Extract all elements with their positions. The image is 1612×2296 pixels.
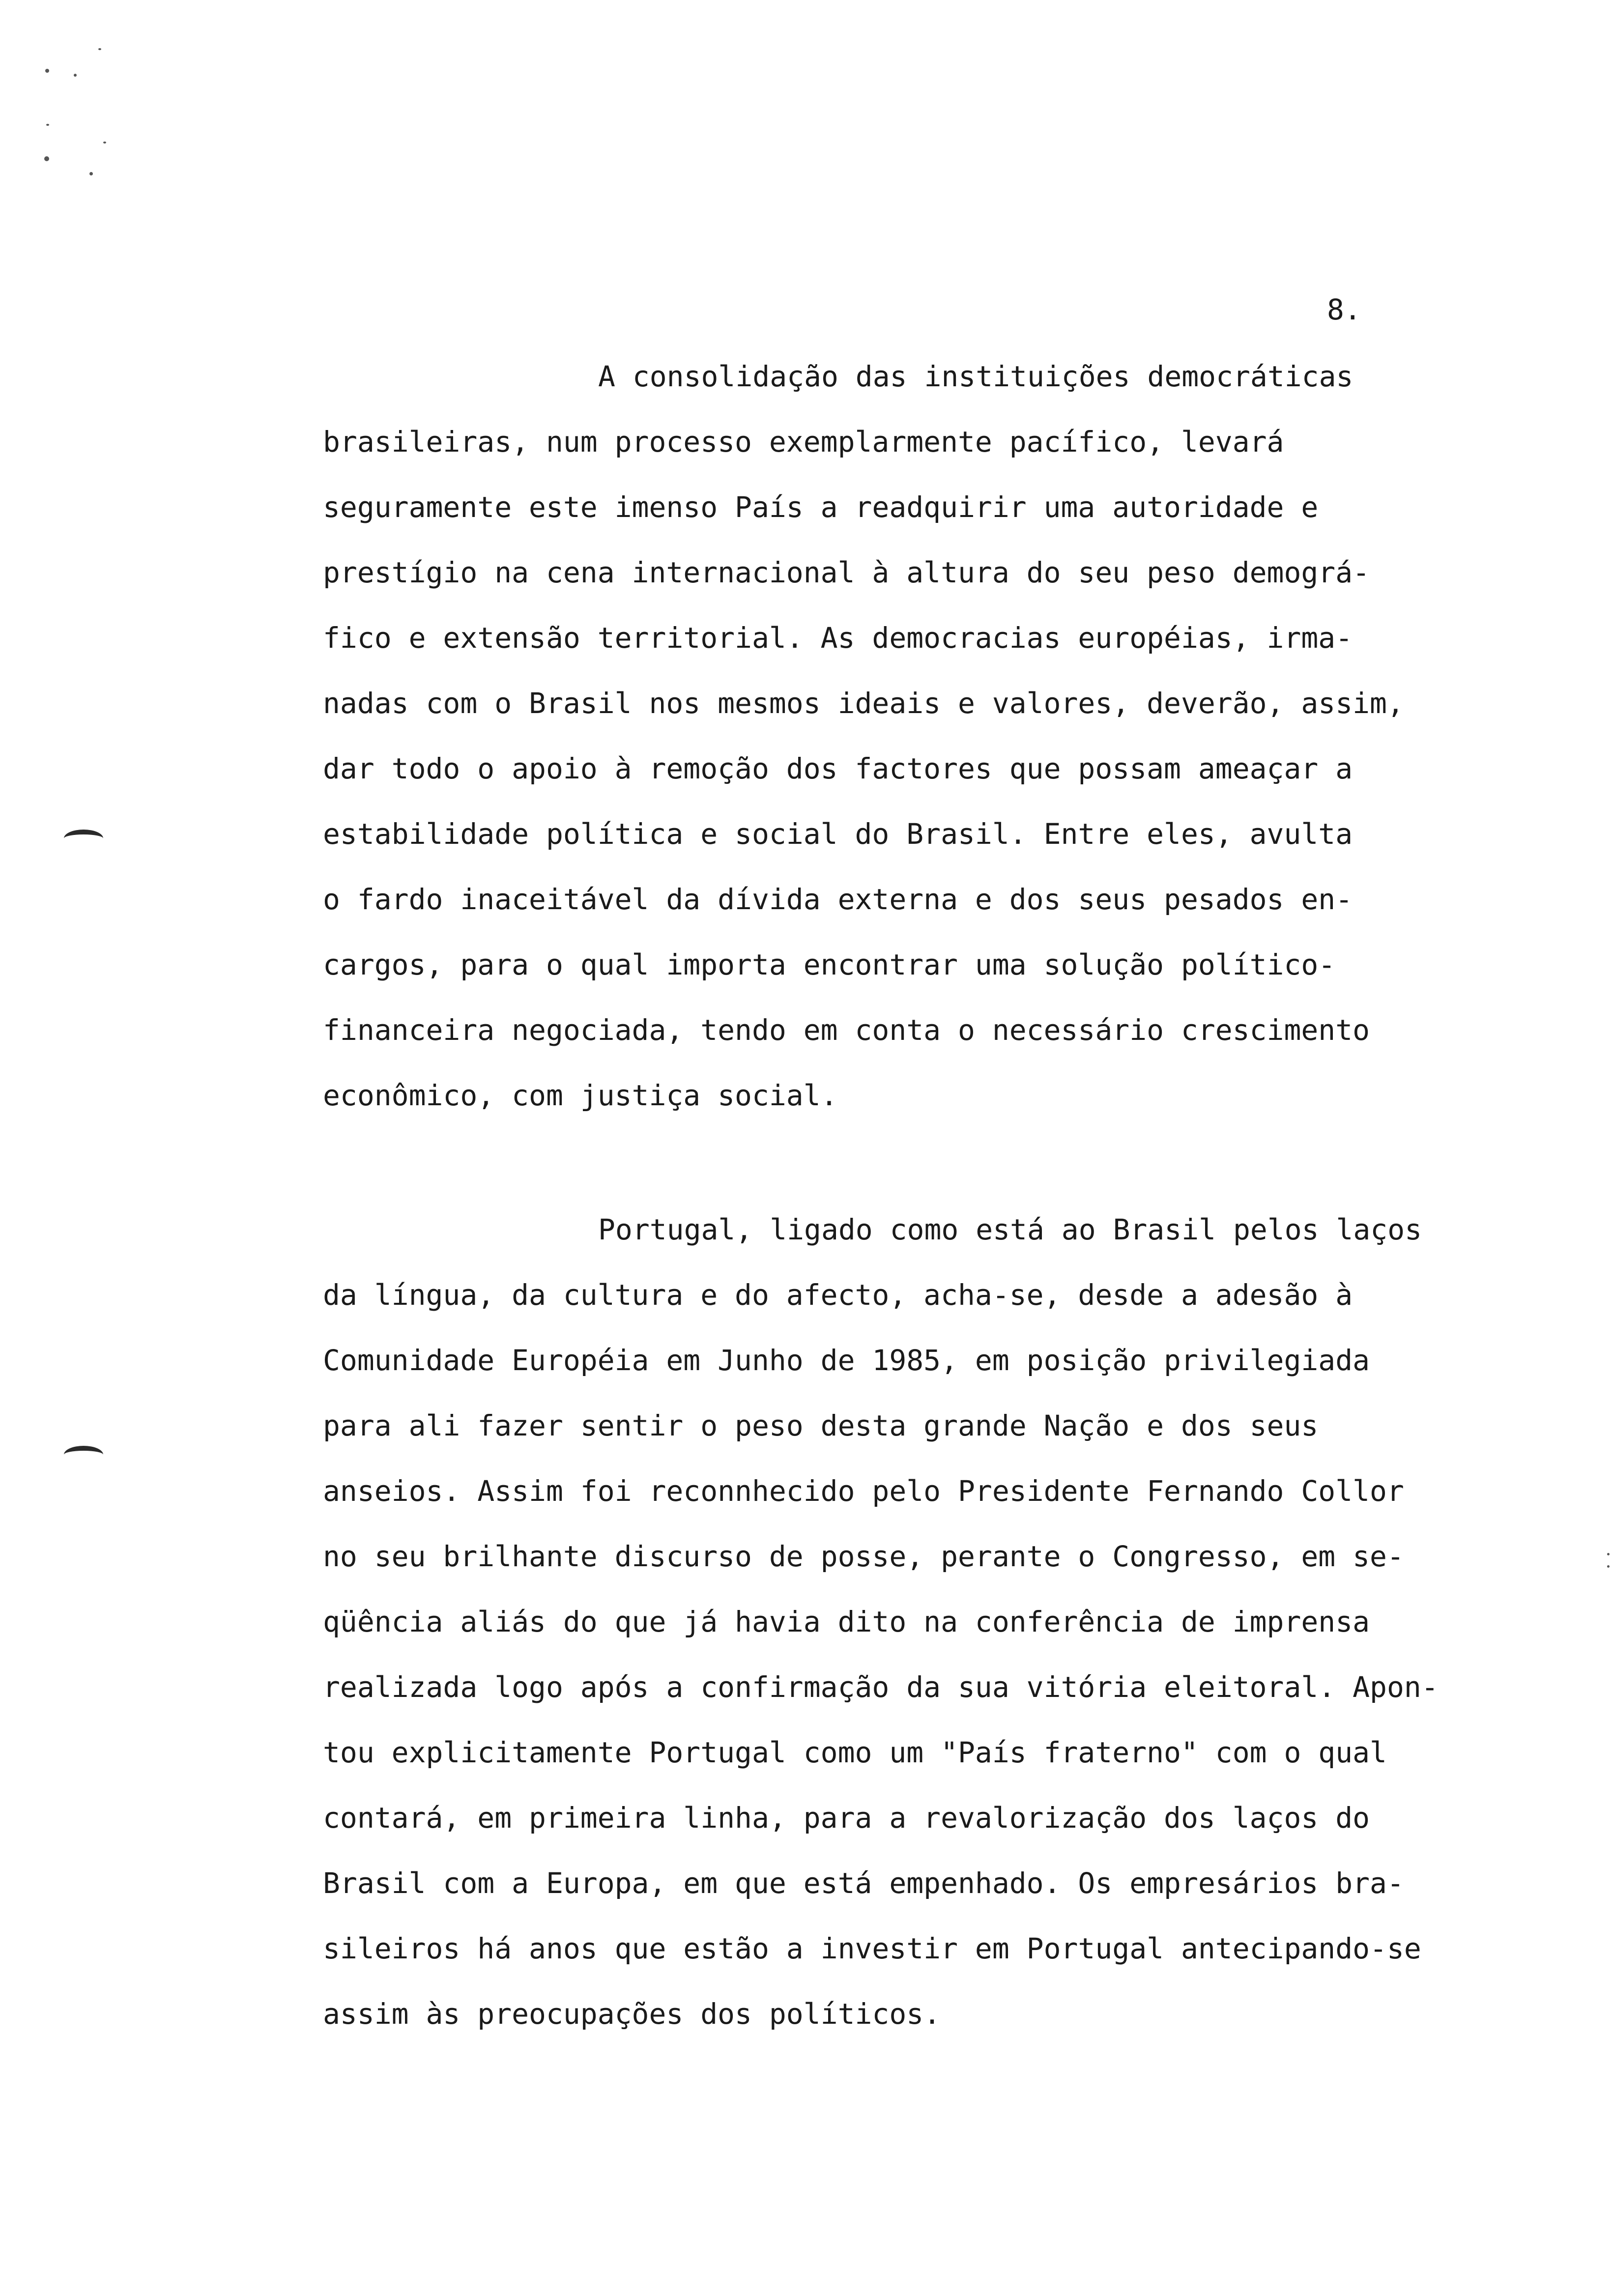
scan-speck bbox=[89, 172, 93, 175]
text-line: dar todo o apoio à remoção dos factores que possam ameaçar a bbox=[323, 752, 1353, 785]
paragraph bbox=[323, 344, 1601, 1128]
text-line: anseios. Assim foi reconnhecido pelo Presidente Fernando Collor bbox=[323, 1474, 1404, 1508]
text-line: econômico, com justiça social. bbox=[323, 1079, 838, 1112]
scan-speck bbox=[44, 156, 49, 161]
text-line: Comunidade Européia em Junho de 1985, em posição privilegiada bbox=[323, 1344, 1370, 1377]
scan-speck bbox=[46, 124, 49, 126]
text-line: brasileiras, num processo exemplarmente pacífico, levará bbox=[323, 425, 1284, 459]
binding-mark bbox=[64, 830, 103, 847]
paragraph bbox=[323, 1197, 1601, 2047]
text-line: fico e extensão territorial. As democracias européias, irma- bbox=[323, 621, 1353, 655]
text-line: realizada logo após a confirmação da sua vitória eleitoral. Apon- bbox=[323, 1670, 1439, 1704]
text-line: sileiros há anos que estão a investir em Portugal antecipando-se bbox=[323, 1932, 1421, 1965]
text-line: A consolidação das instituições democráticas bbox=[598, 360, 1353, 393]
text-line: financeira negociada, tendo em conta o necessário crescimento bbox=[323, 1013, 1370, 1047]
text-line: no seu brilhante discurso de posse, perante o Congresso, em se- bbox=[323, 1540, 1404, 1573]
text-line: tou explicitamente Portugal como um "País fraterno" com o qual bbox=[323, 1736, 1387, 1769]
scan-speck bbox=[74, 74, 77, 77]
text-line: Brasil com a Europa, em que está empenhado. Os empresários bra- bbox=[323, 1866, 1404, 1900]
text-line: Portugal, ligado como está ao Brasil pelos laços bbox=[598, 1213, 1422, 1246]
text-line: estabilidade política e social do Brasil. Entre eles, avulta bbox=[323, 817, 1353, 851]
scan-speck bbox=[103, 142, 106, 144]
text-line: qüência aliás do que já havia dito na conferência de imprensa bbox=[323, 1605, 1370, 1638]
text-line: assim às preocupações dos políticos. bbox=[323, 1997, 941, 2031]
binding-mark bbox=[64, 1446, 103, 1464]
scan-speck bbox=[98, 48, 101, 50]
text-line: nadas com o Brasil nos mesmos ideais e valores, deverão, assim, bbox=[323, 687, 1404, 720]
text-line: seguramente este imenso País a readquirir uma autoridade e bbox=[323, 490, 1319, 524]
text-line: para ali fazer sentir o peso desta grande Nação e dos seus bbox=[323, 1409, 1319, 1442]
text-line: prestígio na cena internacional à altura do seu peso demográ- bbox=[323, 556, 1370, 589]
scan-speck bbox=[45, 69, 49, 73]
text-line: cargos, para o qual importa encontrar uma solução político- bbox=[323, 948, 1336, 981]
text-line: da língua, da cultura e do afecto, acha-se, desde a adesão à bbox=[323, 1278, 1353, 1312]
text-line: o fardo inaceitável da dívida externa e dos seus pesados en- bbox=[323, 883, 1353, 916]
text-line: contará, em primeira linha, para a revalorização dos laços do bbox=[323, 1801, 1370, 1835]
scan-speck bbox=[1607, 1565, 1610, 1568]
scan-speck bbox=[1607, 1553, 1610, 1555]
page-number: 8. bbox=[1327, 293, 1361, 326]
